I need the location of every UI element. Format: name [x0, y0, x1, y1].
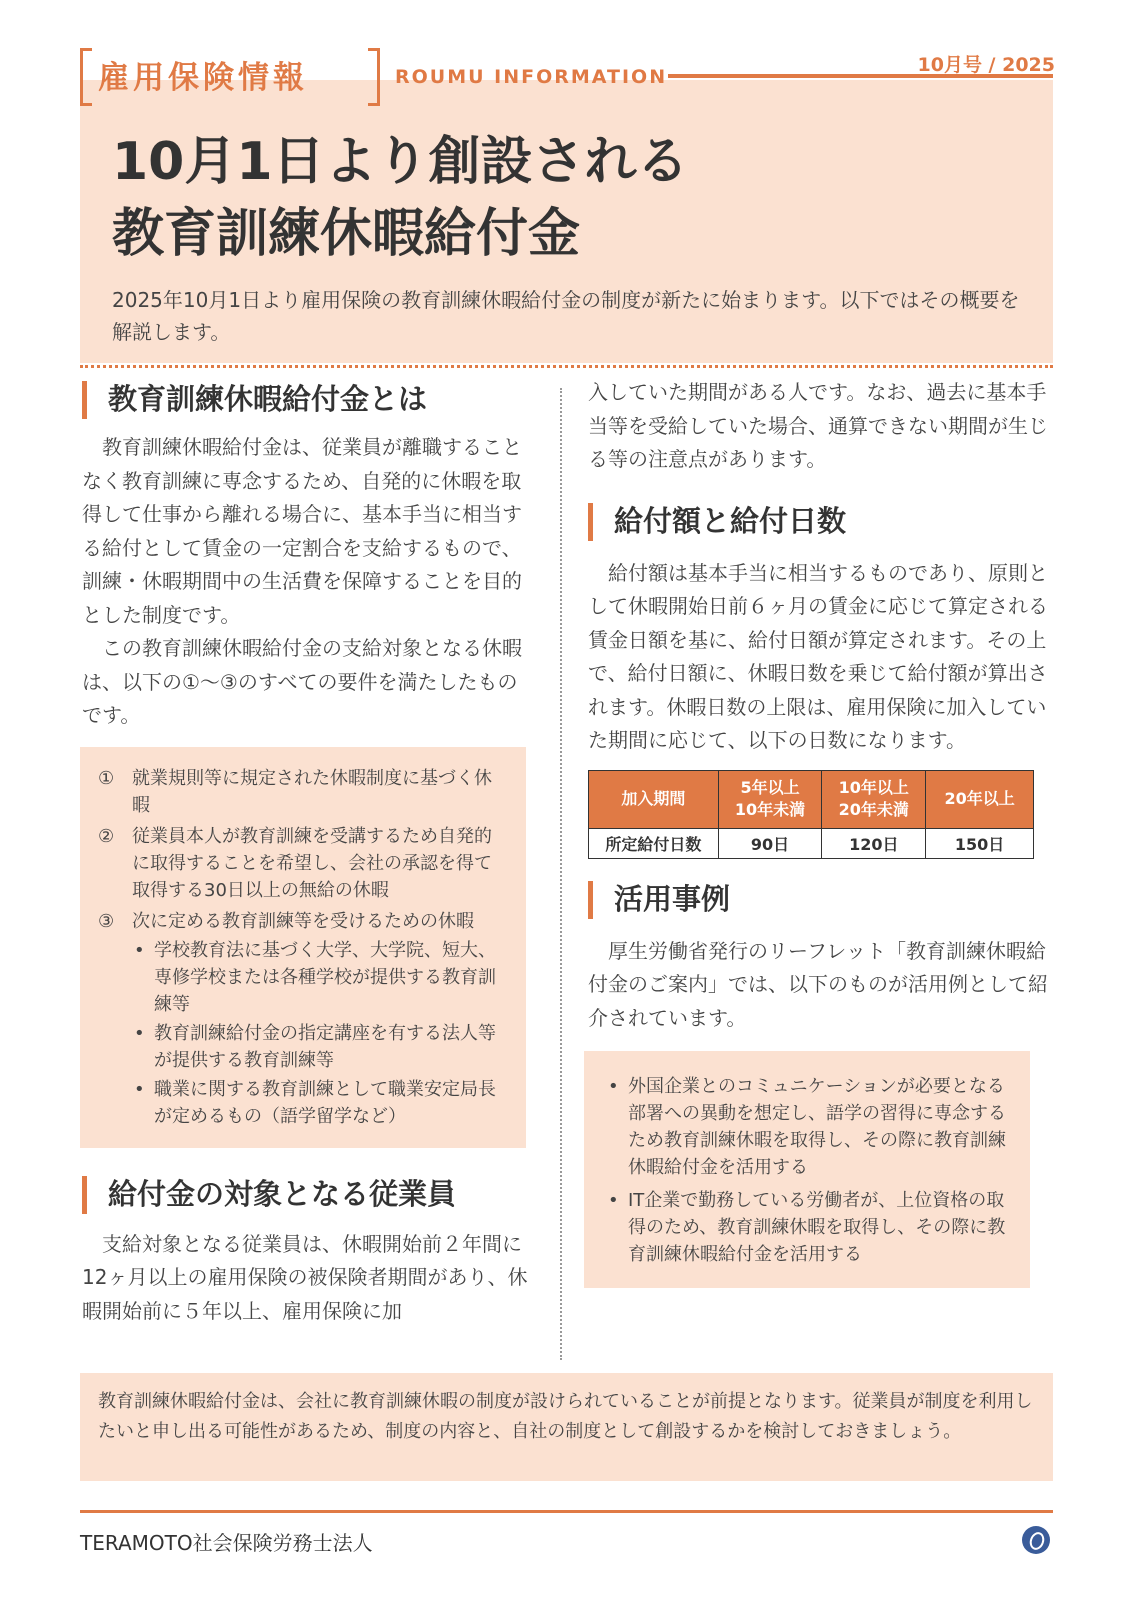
table-row [589, 828, 1034, 858]
intro-text: 2025年10月1日より雇用保険の教育訓練休暇給付金の制度が新たに始まります。以下ではその概要を解説します。 [112, 288, 1020, 344]
table-header-5-10 [718, 770, 822, 828]
section-heading-amount: 給付額と給付日数 [588, 499, 1054, 543]
requirement-item [98, 823, 508, 904]
requirements-list [98, 765, 508, 1130]
requirement-sub-item: • 職業に関する教育訓練として職業安定局長が定めるもの（語学留学など） [132, 1076, 508, 1130]
page-title-line1: 10月1日より創設される [112, 132, 689, 192]
section-heading-cases: 活用事例 [588, 877, 1054, 921]
requirement-number: ③ [98, 910, 115, 932]
benefit-days-table [588, 770, 1034, 859]
table-header-text: 20年未満 [838, 800, 909, 819]
cases-box [584, 1051, 1030, 1288]
header-bracket-right [368, 48, 380, 106]
table-header-text: 5年以上 [740, 778, 800, 797]
cases-list [604, 1073, 1014, 1268]
requirement-number: ② [98, 825, 115, 847]
column-divider [560, 388, 562, 1360]
about-paragraph-1: 教育訓練休暇給付金は、従業員が離職することなく教育訓練に専念するため、自発的に休暇を取得して仕事から離れる場合に、基本手当に相当する給付として賃金の一定割合を支給するもので、訓練・休暇期間中の生活費を保障することを目的とした制度です。 [82, 435, 522, 627]
table-header-10-20 [822, 770, 926, 828]
table-cell-label: 所定給付日数 [589, 828, 719, 858]
case-item: • IT企業で勤務している労働者が、上位資格の取得のため、教育訓練休暇を取得し、その際に教育訓練休暇給付金を活用する [604, 1187, 1014, 1268]
requirement-sub-list [132, 937, 508, 1130]
requirement-item [98, 765, 508, 819]
right-column [588, 376, 1054, 1288]
footer-rule [80, 1510, 1053, 1513]
section-heading-eligible: 給付金の対象となる従業員 [82, 1172, 534, 1216]
header-title: 雇用保険情報 [98, 60, 308, 96]
case-item: • 外国企業とのコミュニケーションが必要となる部署への異動を想定し、語学の習得に専念するため教育訓練休暇を取得し、その際に教育訓練休暇給付金を活用する [604, 1073, 1014, 1181]
left-column [82, 377, 534, 1328]
closing-note: 教育訓練休暇給付金は、会社に教育訓練休暇の制度が設けられていることが前提となります。従業員が制度を利用したいと申し出る可能性があるため、制度の内容と、自社の制度として創設するかを検討しておきましょう。 [80, 1373, 1053, 1481]
requirements-box [80, 747, 526, 1148]
requirement-sub-item: • 学校教育法に基づく大学、大学院、短大、専修学校または各種学校が提供する教育訓練等 [132, 937, 508, 1018]
header-bracket-left [80, 48, 92, 106]
header-subtitle: ROUMU INFORMATION [395, 66, 668, 88]
table-header-20plus: 20年以上 [926, 770, 1034, 828]
table-header-period: 加入期間 [589, 770, 719, 828]
table-header-text: 10年以上 [838, 778, 909, 797]
about-paragraph-2: この教育訓練休暇給付金の支給対象となる休暇は、以下の①～③のすべての要件を満たしたものです。 [82, 636, 522, 727]
requirement-text: 従業員本人が教育訓練を受講するため自発的に取得することを希望し、会社の承認を得て取得する30日以上の無給の休暇 [132, 825, 492, 901]
requirement-number: ① [98, 767, 115, 789]
dotted-divider [80, 365, 1053, 368]
requirement-text: 次に定める教育訓練等を受けるための休暇 [132, 910, 474, 932]
table-header-text: 10年未満 [734, 800, 806, 819]
table-cell: 150日 [926, 828, 1034, 858]
section-heading-about: 教育訓練休暇給付金とは [82, 377, 534, 421]
requirement-text: 就業規則等に規定された休暇制度に基づく休暇 [132, 767, 492, 816]
company-logo-icon [1022, 1526, 1050, 1554]
page-title-line2: 教育訓練休暇給付金 [112, 204, 581, 264]
eligible-paragraph-continued: 入していた期間がある人です。なお、過去に基本手当等を受給していた場合、通算できない期間が生じる等の注意点があります。 [588, 380, 1048, 471]
amount-paragraph: 給付額は基本手当に相当するものであり、原則として休暇開始日前６ヶ月の賃金に応じて算定される賃金日額を基に、給付日額が算定されます。その上で、給付日額に、休暇日数を乗じて給付額が算出されます。休暇日数の上限は、雇用保険に加入していた期間に応じて、以下の日数になります。 [588, 560, 1048, 752]
page-title [112, 126, 689, 270]
issue-label: 10月号 / 2025 [917, 54, 1055, 76]
requirement-item [98, 908, 508, 1130]
table-cell: 90日 [718, 828, 822, 858]
footer-company: TERAMOTO社会保険労務士法人 [80, 1531, 373, 1555]
cases-paragraph: 厚生労働省発行のリーフレット「教育訓練休暇給付金のご案内」では、以下のものが活用例として紹介されています。 [588, 938, 1048, 1030]
eligible-paragraph: 支給対象となる従業員は、休暇開始前２年間に12ヶ月以上の雇用保険の被保険者期間があり、休暇開始前に５年以上、雇用保険に加 [82, 1231, 528, 1323]
requirement-sub-item: • 教育訓練給付金の指定講座を有する法人等が提供する教育訓練等 [132, 1020, 508, 1074]
table-cell: 120日 [822, 828, 926, 858]
table-header-row [589, 770, 1034, 828]
